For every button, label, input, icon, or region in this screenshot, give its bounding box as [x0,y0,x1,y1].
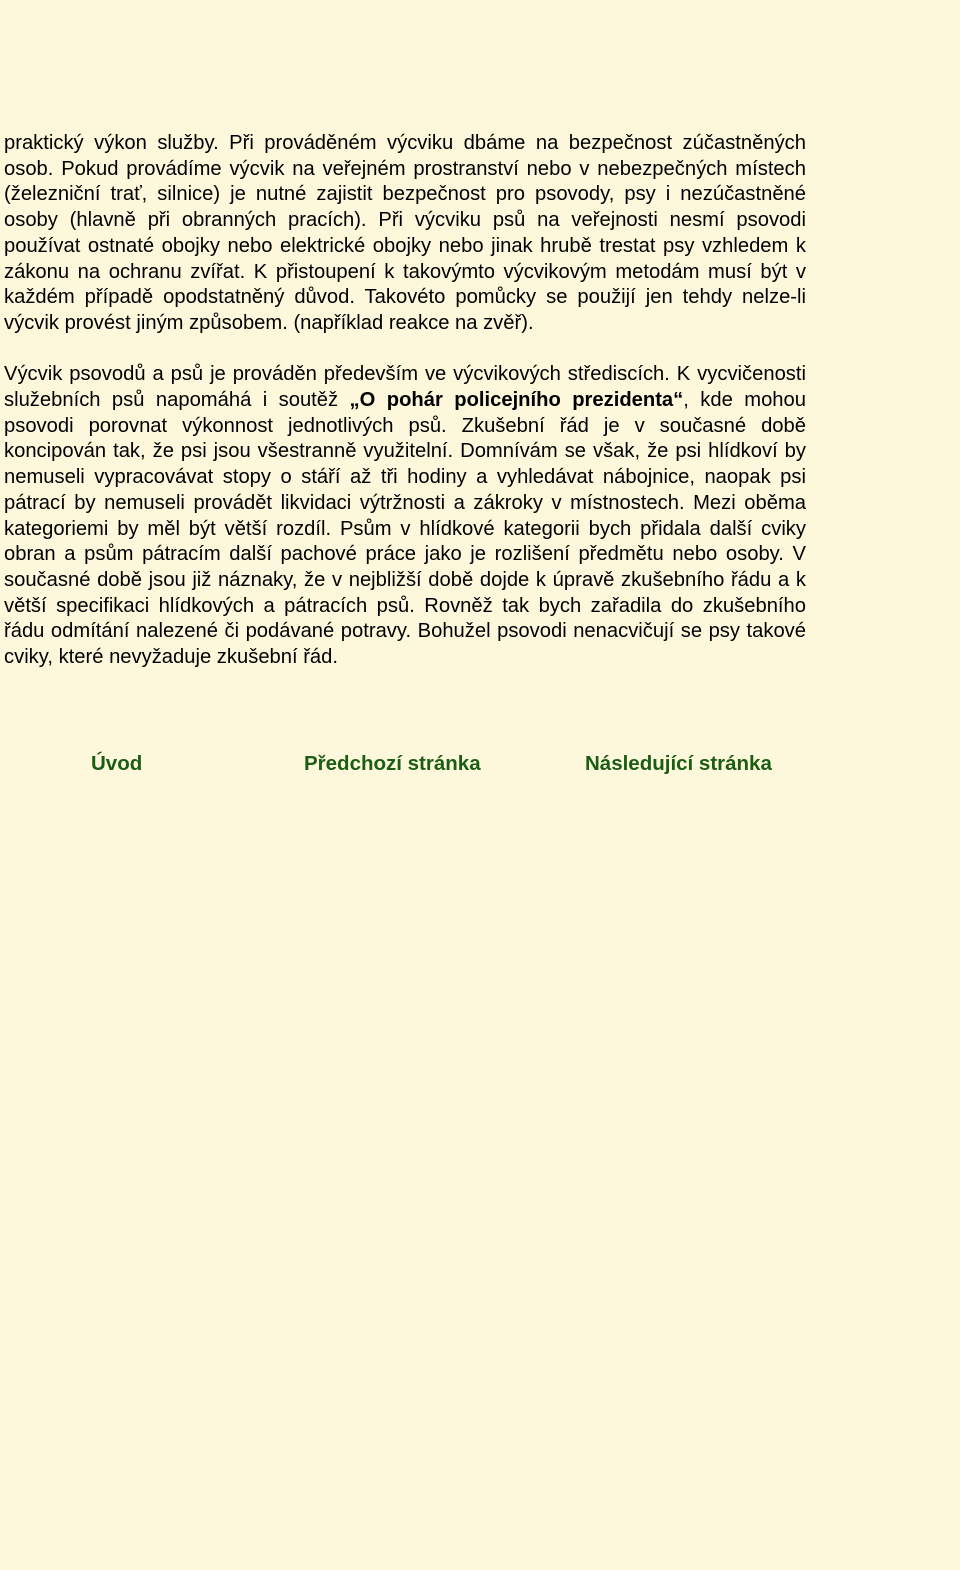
intro-link[interactable]: Úvod [91,752,143,775]
paragraph-text-start: Výcvik psovodů a psů je prováděn především ve výcvikových střediscích. K vycvičenosti služebních psů napomáhá i soutěž [4,363,806,412]
previous-page-link[interactable]: Předchozí stránka [304,752,481,775]
next-page-link[interactable]: Následující stránka [585,752,772,775]
page-navigation [0,752,960,782]
paragraph-training-safety: praktický výkon služby. Při prováděném výcviku dbáme na bezpečnost zúčastněných osob. Pokud provádíme výcvik na veřejném prostranství nebo v nebezpečných místech (železniční trať, silnice) je nutné zajistit bezpečnost pro psovody, psy i nezúčastněné osoby (hlavně při obranných pracích). Při výcviku psů na veřejnosti nesmí psovodi používat ostnaté obojky nebo elektrické obojky nebo jinak hrubě trestat psy vzhledem k zákonu na ochranu zvířat. K přistoupení k takovýmto výcvikovým metodám musí být v každém případě opodstatněný důvod. Takovéto pomůcky se použijí jen tehdy nelze-li výcvik provést jiným způsobem. (například reakce na zvěř). [4,132,806,334]
article-body [4,131,806,671]
paragraph-training-centers [4,362,806,670]
paragraph-text-end: , kde mohou psovodi porovnat výkonnost jednotlivých psů. Zkušební řád je v současné době koncipován tak, že psi jsou všestranně využitelní. Domnívám se však, že psi hlídkoví by nemuseli vypracovávat stopy o stáří až tři hodiny a vyhledávat nábojnice, naopak psi pátrací by nemuseli provádět likvidaci výtržnosti a zákroky v místnostech. Mezi oběma kategoriemi by měl být větší rozdíl. Psům v hlídkové kategorii bych přidala další cviky obran a psům pátracím další pachové práce jako je rozlišení předmětu nebo osoby. V současné době jsou již náznaky, že v nejbližší době dojde k úpravě zkušebního řádu a k větší specifikaci hlídkových a pátracích psů. Rovněž tak bych zařadila do zkušebního řádu odmítání nalezené či podávané potravy. Bohužel psovodi nenacvičují se psy takové cviky, které nevyžaduje zkušební řád. [4,389,806,669]
competition-name: „O pohár policejního prezidenta“ [349,389,684,412]
